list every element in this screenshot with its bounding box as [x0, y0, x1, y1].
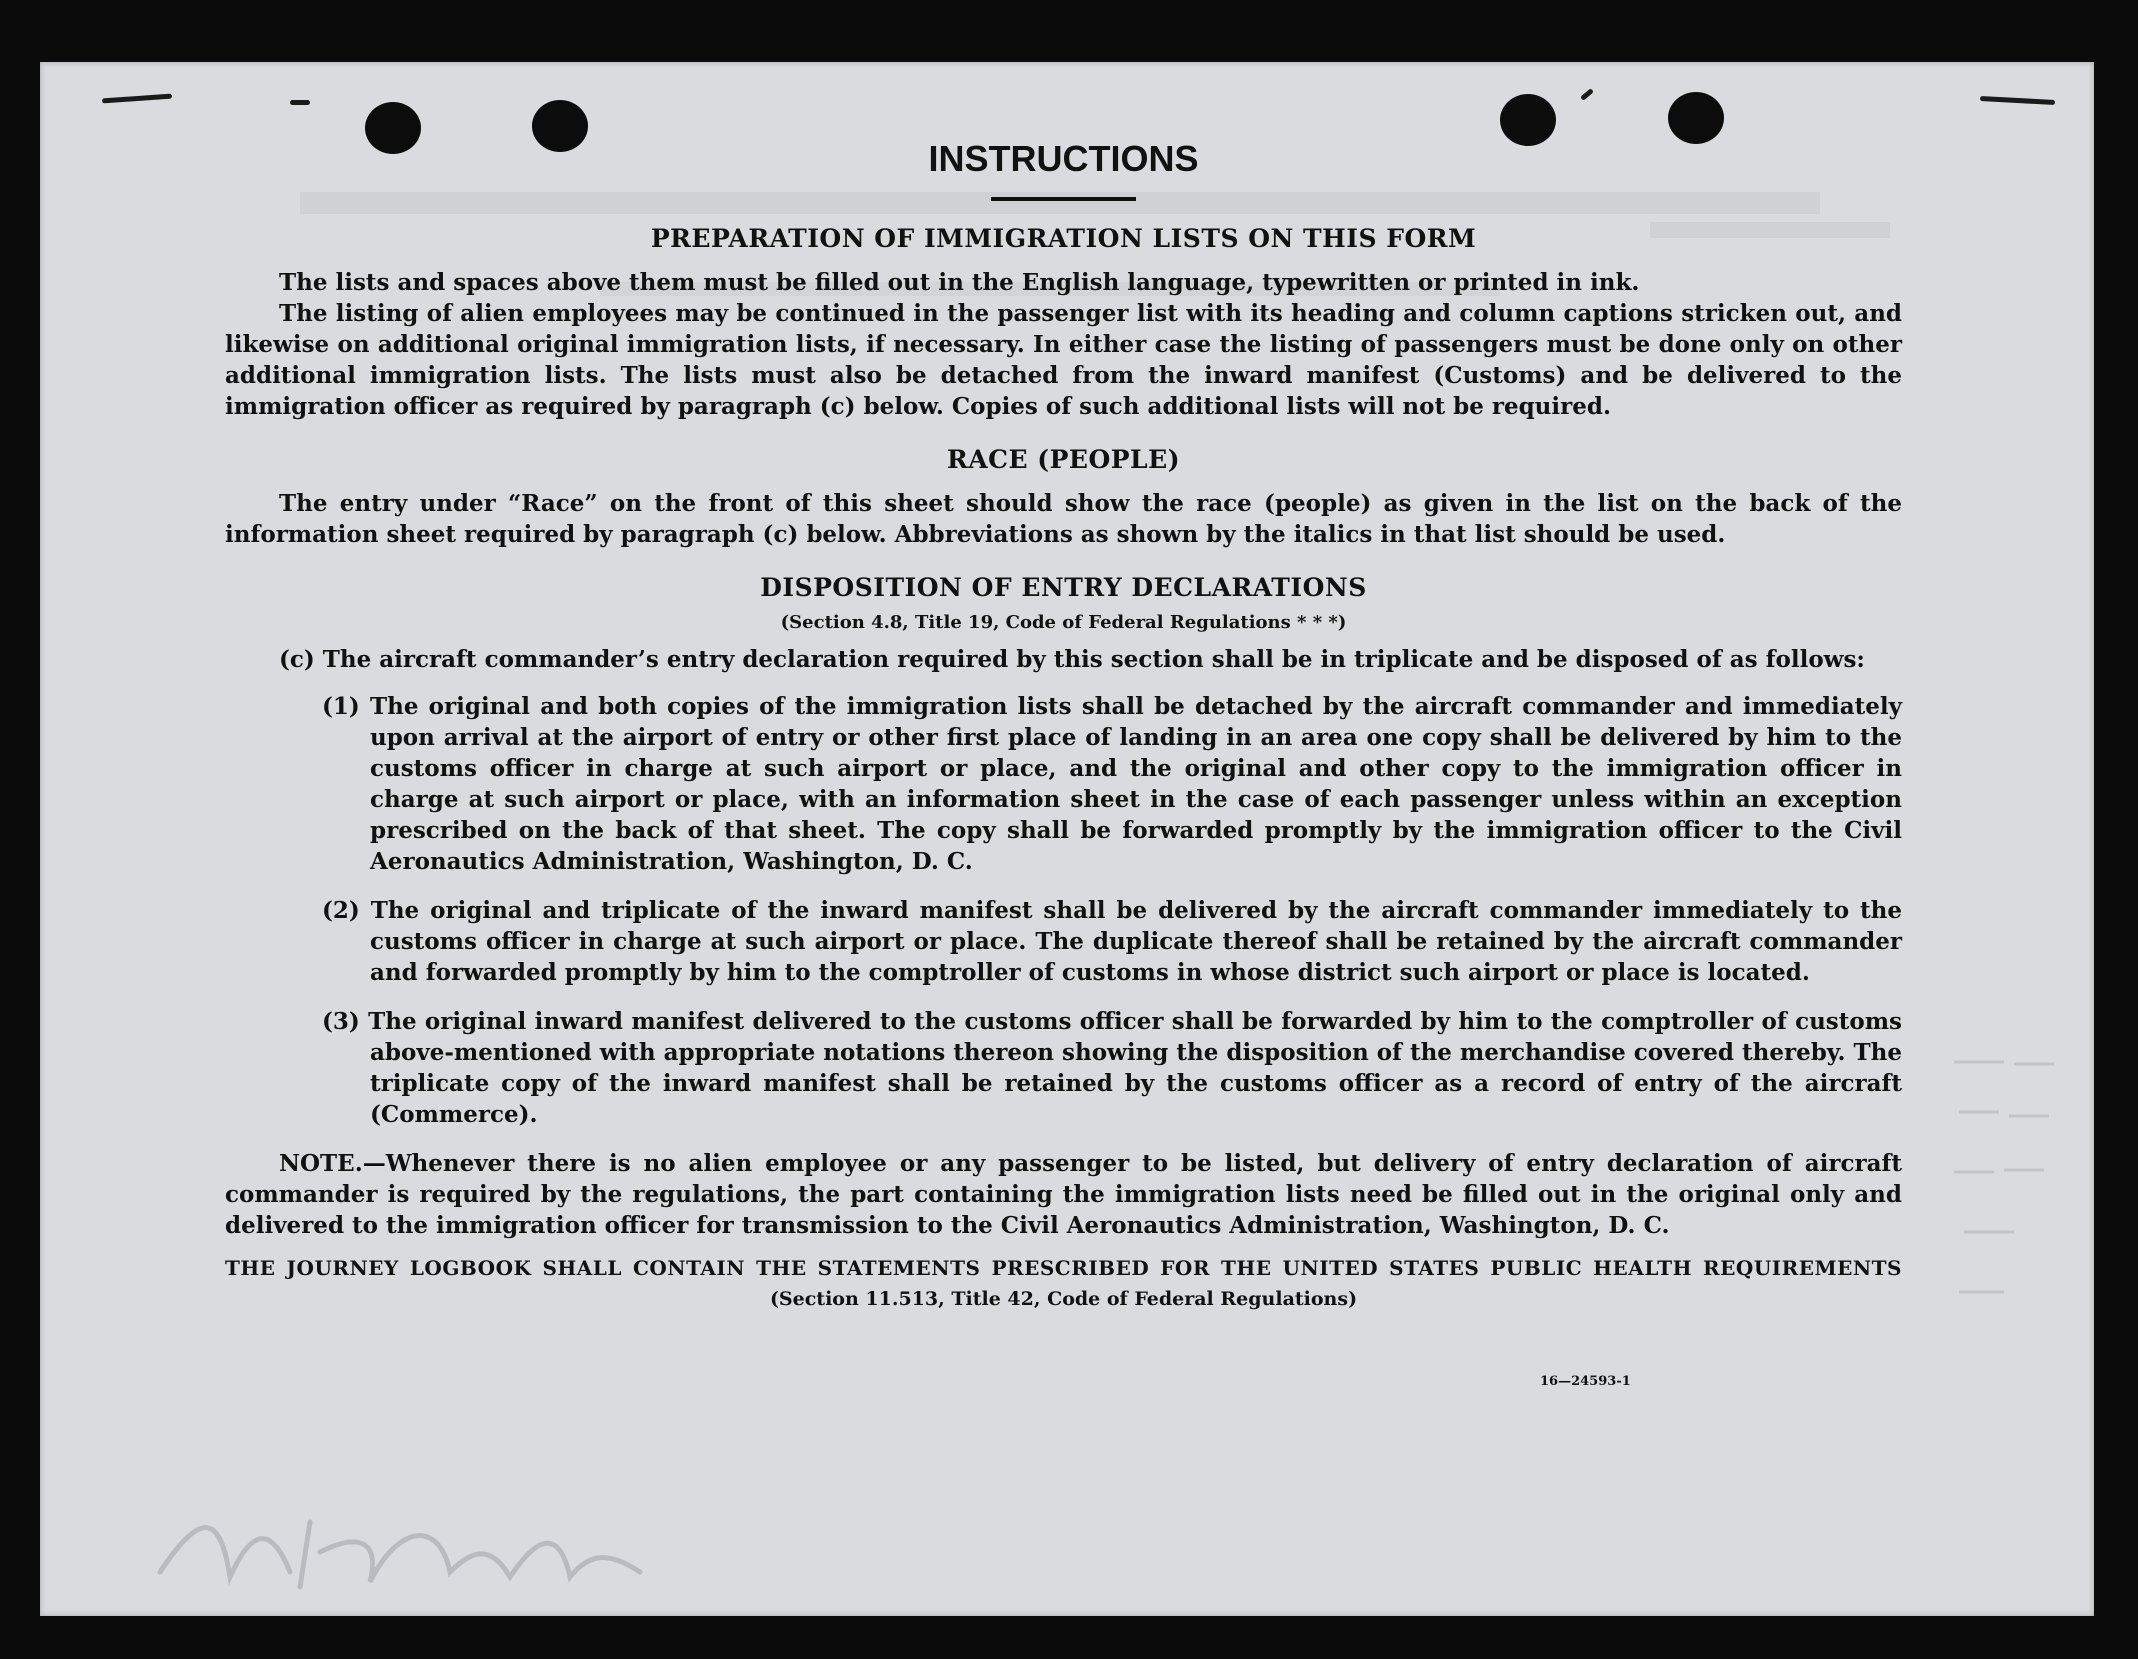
edge-mark: [1580, 88, 1594, 101]
instructions-body: [225, 137, 1902, 1315]
logbook-citation: (Section 11.513, Title 42, Code of Federal Regulations): [769, 1288, 1358, 1310]
signature-bleed-through: [140, 1492, 660, 1602]
edge-mark: [1980, 96, 2055, 105]
logbook-statement: THE JOURNEY LOGBOOK SHALL CONTAIN THE STATEMENTS PRESCRIBED FOR THE UNITED STATES PUBLIC HEALTH REQUIREMENTS: [225, 1256, 1902, 1280]
section-heading-disposition: DISPOSITION OF ENTRY DECLARATIONS: [760, 573, 1367, 602]
edge-mark: [290, 100, 310, 105]
edge-bleed-marks: [1944, 1052, 2064, 1352]
preparation-paragraph-1: The lists and spaces above them must be filled out in the English language, typewritten or printed in ink.: [279, 269, 1640, 296]
form-number: 16—24593-1: [1540, 1374, 1631, 1389]
preparation-paragraph-2: The listing of alien employees may be continued in the passenger list with its heading and column captions stricken out, and likewise on additional original immigration lists, if necessary. In either case the listing of passengers must be done only on other additional immigration lists. The lists must also be detached from the inward manifest (Customs) and be delivered to the immigration officer as required by paragraph (c) below. Copies of such additional lists will not be required.: [225, 300, 1902, 420]
disposition-note: NOTE.—Whenever there is no alien employee or any passenger to be listed, but delivery of entry declaration of aircraft commander is required by the regulations, the part containing the immigration lists need be filled out in the original only and delivered to the immigration officer for transmission to the Civil Aeronautics Administration, Washington, D. C.: [225, 1150, 1902, 1239]
document-page: [40, 62, 2094, 1616]
disposition-item-3: (3) The original inward manifest delivered to the customs officer shall be forwarded by him to the comptroller of customs above-mentioned with appropriate notations thereon showing the disposition of the merchandise covered thereby. The triplicate copy of the inward manifest shall be retained by the customs officer as a record of entry of the aircraft (Commerce).: [322, 1008, 1902, 1128]
section-heading-race: RACE (PEOPLE): [946, 445, 1181, 474]
disposition-intro: (c) The aircraft commander’s entry declaration required by this section shall be in triplicate and be disposed of as follows:: [279, 646, 1865, 673]
disposition-citation: (Section 4.8, Title 19, Code of Federal Regulations * * *): [780, 612, 1347, 633]
title-underline: [991, 197, 1136, 201]
page-title: INSTRUCTIONS: [928, 138, 1199, 179]
section-heading-preparation: PREPARATION OF IMMIGRATION LISTS ON THIS FORM: [650, 224, 1477, 253]
race-paragraph: The entry under “Race” on the front of this sheet should show the race (people) as given in the list on the back of the information sheet required by paragraph (c) below. Abbreviations as shown by the italics in that list should be used.: [225, 490, 1902, 548]
disposition-item-1: (1) The original and both copies of the immigration lists shall be detached by the aircraft commander and immediately upon arrival at the airport of entry or other first place of landing in an area one copy shall be delivered by him to the customs officer in charge at such airport or place, and the original and other copy to the immigration officer in charge at such airport or place, with an information sheet in the case of each passenger unless within an exception prescribed on the back of that sheet. The copy shall be forwarded promptly by the immigration officer to the Civil Aeronautics Administration, Washington, D. C.: [322, 693, 1902, 875]
disposition-item-2: (2) The original and triplicate of the inward manifest shall be delivered by the aircraft commander immediately to the customs officer in charge at such airport or place. The duplicate thereof shall be retained by the aircraft commander and forwarded promptly by him to the comptroller of customs in whose district such airport or place is located.: [322, 897, 1902, 986]
edge-mark: [102, 94, 172, 104]
